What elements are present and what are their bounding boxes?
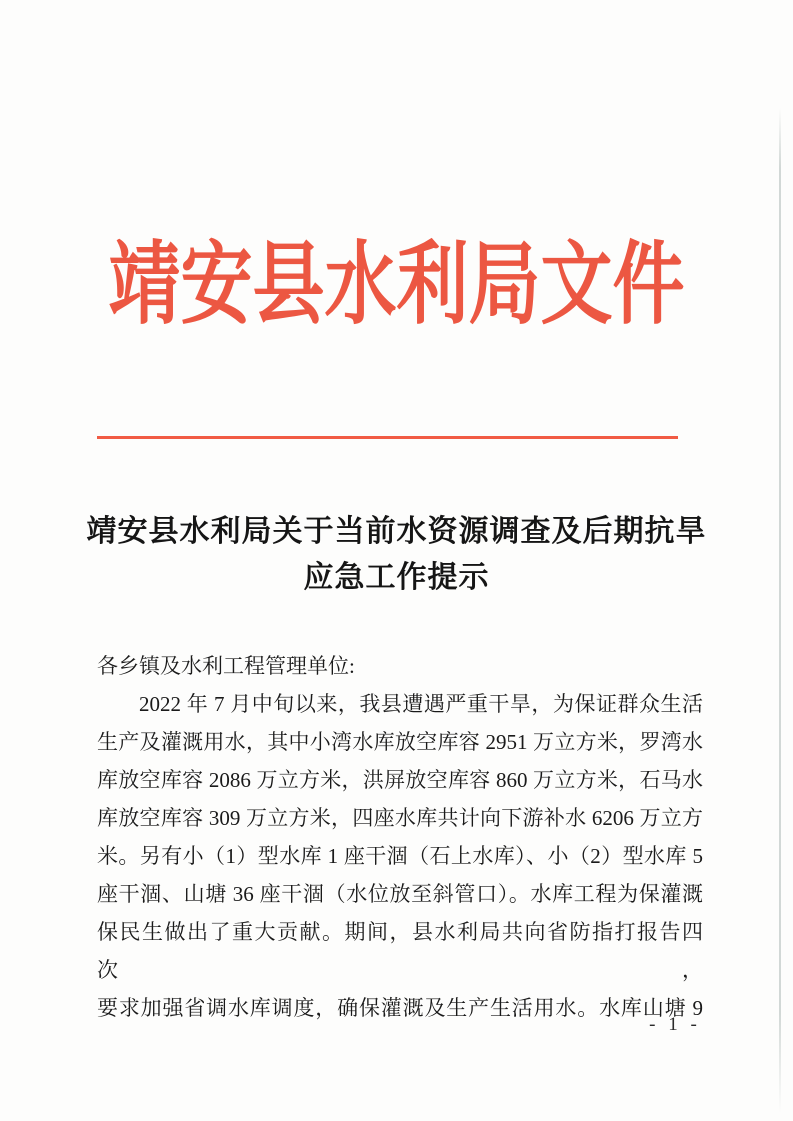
salutation-line: 各乡镇及水利工程管理单位:: [97, 654, 355, 678]
body-line: 生产及灌溉用水，其中小湾水库放空库容 2951 万立方米，罗湾水: [97, 730, 703, 754]
body-line: 座干涸、山塘 36 座干涸（水位放至斜管口）。水库工程为保灌溉: [97, 882, 703, 906]
agency-document-title: 靖安县水利局文件: [108, 235, 685, 335]
body-line: 保民生做出了重大贡献。期间，县水利局共向省防指打报告四次，: [97, 920, 703, 982]
page-number: - 1 -: [649, 1014, 701, 1035]
body-line: 米。另有小（1）型水库 1 座干涸（石上水库）、小（2）型水库 5: [97, 844, 703, 868]
body-line: 2022 年 7 月中旬以来，我县遭遇严重干旱，为保证群众生活: [139, 692, 703, 716]
headline-line-2: 应急工作提示: [303, 561, 490, 594]
document-headline: [0, 509, 793, 601]
body-line: 库放空库容 309 万立方米，四座水库共计向下游补水 6206 万立方: [97, 806, 703, 830]
red-divider-line: [97, 436, 678, 439]
document-body: [97, 647, 703, 1027]
body-line: 库放空库容 2086 万立方米，洪屏放空库容 860 万立方米，石马水: [97, 768, 703, 792]
headline-line-1: 靖安县水利局关于当前水资源调查及后期抗旱: [86, 515, 707, 548]
body-line: 要求加强省调水库调度，确保灌溉及生产生活用水。水库山塘 9: [97, 996, 703, 1020]
scan-page-edge: [779, 108, 781, 1113]
